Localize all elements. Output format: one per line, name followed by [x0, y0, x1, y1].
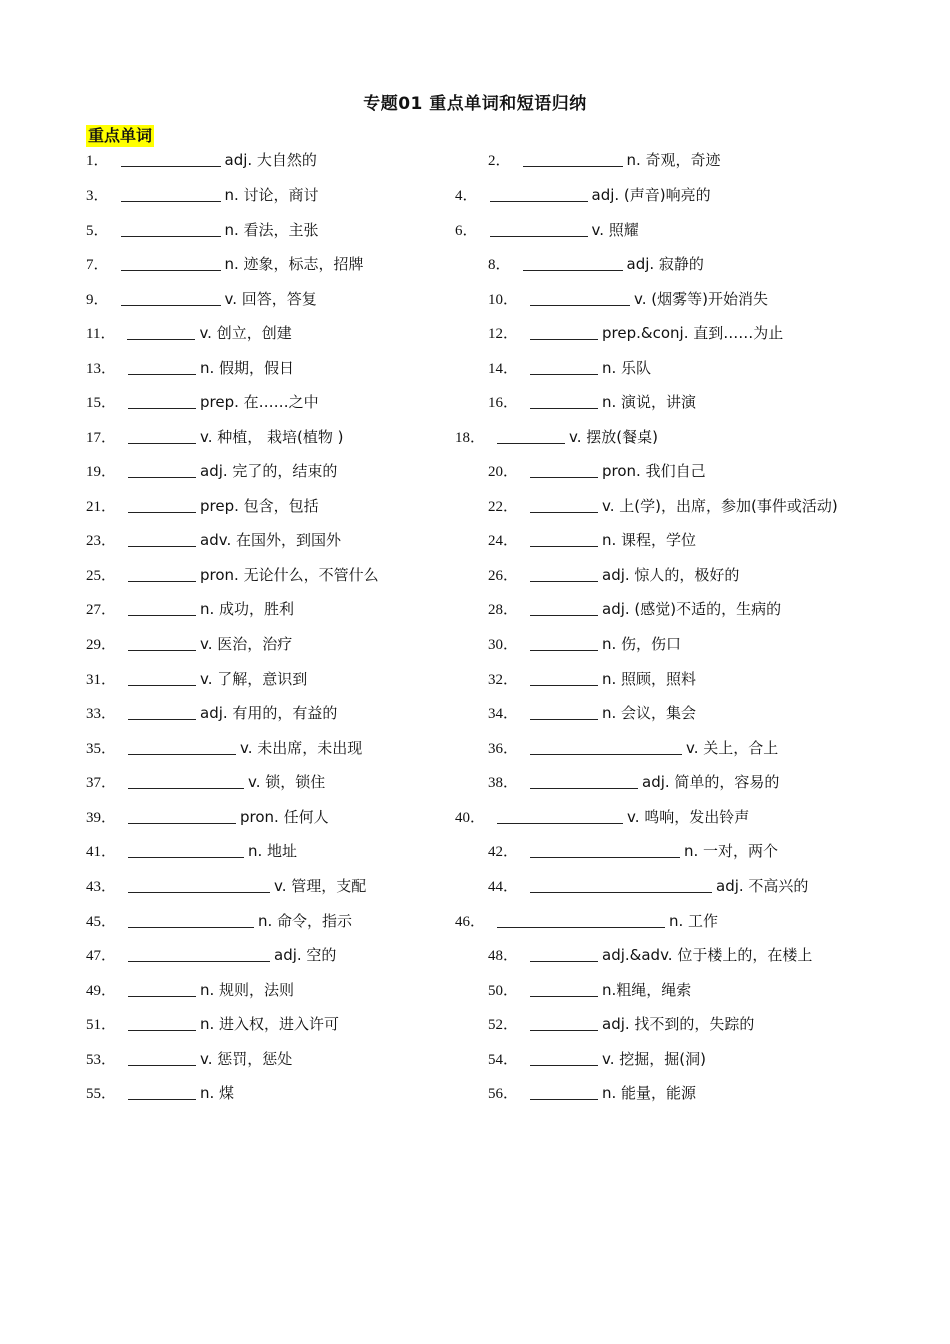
vocab-item	[488, 1047, 706, 1072]
item-number: 5．	[86, 223, 109, 239]
vocab-item	[488, 632, 681, 657]
item-number: 9．	[86, 292, 109, 308]
vocab-item	[86, 1012, 339, 1037]
item-number: 46．	[455, 914, 486, 930]
item-number: 33．	[86, 706, 117, 722]
item-number: 32．	[488, 672, 519, 688]
vocab-item	[86, 770, 325, 795]
item-definition: adj. 简单的，容易的	[642, 773, 780, 791]
answer-blank[interactable]	[530, 773, 638, 789]
answer-blank[interactable]	[530, 566, 598, 582]
item-number: 53．	[86, 1052, 117, 1068]
vocab-item	[86, 494, 319, 519]
item-number: 7．	[86, 257, 109, 273]
item-number: 2．	[488, 153, 511, 169]
item-definition: v. 医治，治疗	[200, 635, 293, 653]
item-number: 23．	[86, 533, 117, 549]
item-number: 54．	[488, 1052, 519, 1068]
vocab-item	[488, 459, 706, 484]
answer-blank[interactable]	[121, 151, 221, 167]
item-definition: v. 未出席，未出现	[240, 739, 363, 757]
vocab-item	[86, 563, 379, 588]
answer-blank[interactable]	[128, 1015, 196, 1031]
vocab-row	[0, 356, 950, 380]
vocab-item	[488, 494, 838, 519]
vocab-row	[0, 148, 950, 172]
vocab-item	[488, 252, 704, 277]
vocab-item	[455, 425, 658, 450]
vocab-item	[86, 874, 366, 899]
answer-blank[interactable]	[128, 1084, 196, 1100]
item-definition: n. 一对，两个	[684, 842, 779, 860]
answer-blank[interactable]	[530, 842, 680, 858]
vocab-item	[455, 805, 749, 830]
answer-blank[interactable]	[128, 393, 196, 409]
vocab-item	[488, 701, 696, 726]
item-definition: v. 管理，支配	[274, 877, 367, 895]
item-definition: n. 课程，学位	[602, 531, 697, 549]
vocab-item	[86, 287, 317, 312]
vocab-item	[488, 390, 696, 415]
answer-blank[interactable]	[128, 912, 254, 928]
vocab-item	[488, 1081, 696, 1106]
vocab-row	[0, 874, 950, 898]
vocab-item	[86, 183, 319, 208]
vocab-row	[0, 183, 950, 207]
answer-blank[interactable]	[128, 842, 244, 858]
answer-blank[interactable]	[128, 635, 196, 651]
item-number: 42．	[488, 844, 519, 860]
item-number: 12．	[488, 326, 519, 342]
vocab-row	[0, 805, 950, 829]
vocab-item	[86, 736, 362, 761]
answer-blank[interactable]	[530, 981, 598, 997]
answer-blank[interactable]	[490, 221, 588, 237]
item-number: 20．	[488, 464, 519, 480]
vocab-item	[488, 736, 778, 761]
answer-blank[interactable]	[530, 531, 598, 547]
item-definition: n. 讨论，商讨	[224, 186, 319, 204]
vocab-row	[0, 667, 950, 691]
answer-blank[interactable]	[530, 393, 598, 409]
vocab-row	[0, 736, 950, 760]
answer-blank[interactable]	[530, 1084, 598, 1100]
vocab-item	[488, 528, 696, 553]
vocab-row	[0, 459, 950, 483]
vocab-item	[86, 839, 297, 864]
item-definition: v. 创立，创建	[199, 324, 292, 342]
item-definition: n. 伤，伤口	[602, 635, 682, 653]
answer-blank[interactable]	[530, 877, 712, 893]
item-number: 6．	[455, 223, 478, 239]
answer-blank[interactable]	[530, 1050, 598, 1066]
vocab-row	[0, 839, 950, 863]
vocab-item	[86, 597, 294, 622]
vocab-item	[488, 943, 812, 968]
vocab-row	[0, 390, 950, 414]
answer-blank[interactable]	[530, 462, 598, 478]
item-number: 38．	[488, 775, 519, 791]
item-definition: n. 地址	[248, 842, 298, 860]
item-definition: pron. 我们自己	[602, 462, 706, 480]
answer-blank[interactable]	[128, 946, 270, 962]
vocab-item	[488, 597, 781, 622]
item-number: 41．	[86, 844, 117, 860]
answer-blank[interactable]	[128, 877, 270, 893]
answer-blank[interactable]	[497, 912, 665, 928]
answer-blank[interactable]	[121, 290, 221, 306]
vocab-row	[0, 218, 950, 242]
vocab-item	[488, 978, 691, 1003]
item-definition: n. 看法，主张	[224, 221, 319, 239]
item-definition: prep.&conj. 直到……为止	[602, 324, 784, 342]
vocab-row	[0, 321, 950, 345]
item-number: 55．	[86, 1086, 117, 1102]
item-definition: v. 鸣响，发出铃声	[627, 808, 750, 826]
item-definition: adj. 大自然的	[224, 151, 317, 169]
vocab-row	[0, 770, 950, 794]
vocab-item	[488, 1012, 754, 1037]
vocab-item	[86, 425, 344, 450]
answer-blank[interactable]	[128, 704, 196, 720]
item-number: 8．	[488, 257, 511, 273]
item-definition: n. 命令，指示	[258, 912, 353, 930]
item-number: 48．	[488, 948, 519, 964]
answer-blank[interactable]	[128, 462, 196, 478]
item-number: 56．	[488, 1086, 519, 1102]
vocab-row	[0, 494, 950, 518]
item-definition: n. 煤	[200, 1084, 235, 1102]
answer-blank[interactable]	[128, 1050, 196, 1066]
item-definition: adj. 不高兴的	[716, 877, 809, 895]
vocab-item	[488, 321, 783, 346]
item-number: 25．	[86, 568, 117, 584]
item-definition: n. 工作	[669, 912, 719, 930]
page-title: 专题01 重点单词和短语归纳	[363, 94, 587, 114]
answer-blank[interactable]	[523, 255, 623, 271]
item-number: 50．	[488, 983, 519, 999]
item-definition: n. 能量，能源	[602, 1084, 697, 1102]
item-number: 29．	[86, 637, 117, 653]
item-number: 21．	[86, 499, 117, 515]
answer-blank[interactable]	[490, 186, 588, 202]
item-definition: n. 进入权，进入许可	[200, 1015, 340, 1033]
item-definition: v. (烟雾等)开始消失	[634, 290, 768, 308]
item-number: 24．	[488, 533, 519, 549]
vocab-item	[488, 356, 651, 381]
vocab-item	[455, 909, 718, 934]
vocab-item	[86, 1047, 292, 1072]
item-number: 40．	[455, 810, 486, 826]
answer-blank[interactable]	[121, 186, 221, 202]
item-definition: adj. 完了的，结束的	[200, 462, 338, 480]
vocab-row	[0, 252, 950, 276]
vocab-item	[86, 321, 292, 346]
item-number: 36．	[488, 741, 519, 757]
item-definition: n. 乐队	[602, 359, 652, 377]
answer-blank[interactable]	[530, 704, 598, 720]
vocab-item	[86, 218, 319, 243]
vocab-item	[86, 909, 352, 934]
item-definition: adj. (感觉)不适的，生病的	[602, 600, 782, 618]
answer-blank[interactable]	[121, 221, 221, 237]
item-definition: adv. 在国外，到国外	[200, 531, 341, 549]
item-number: 34．	[488, 706, 519, 722]
item-number: 13．	[86, 361, 117, 377]
item-number: 49．	[86, 983, 117, 999]
vocab-item	[488, 287, 768, 312]
answer-blank[interactable]	[530, 946, 598, 962]
item-definition: v. 照耀	[591, 221, 639, 239]
item-number: 14．	[488, 361, 519, 377]
item-number: 4．	[455, 188, 478, 204]
answer-blank[interactable]	[128, 359, 196, 375]
answer-blank[interactable]	[530, 290, 630, 306]
vocab-item	[86, 805, 329, 830]
item-number: 26．	[488, 568, 519, 584]
answer-blank[interactable]	[523, 151, 623, 167]
vocab-row	[0, 287, 950, 311]
item-number: 45．	[86, 914, 117, 930]
item-number: 47．	[86, 948, 117, 964]
item-definition: n. 假期，假日	[200, 359, 295, 377]
vocab-item	[455, 218, 639, 243]
item-number: 43．	[86, 879, 117, 895]
vocab-item	[488, 148, 721, 173]
item-definition: n. 奇观，奇迹	[626, 151, 721, 169]
answer-blank[interactable]	[128, 981, 196, 997]
answer-blank[interactable]	[530, 324, 598, 340]
answer-blank[interactable]	[128, 428, 196, 444]
answer-blank[interactable]	[530, 359, 598, 375]
item-definition: v. 锁，锁住	[248, 773, 326, 791]
vocab-item	[86, 1081, 234, 1106]
answer-blank[interactable]	[128, 773, 244, 789]
answer-blank[interactable]	[530, 739, 682, 755]
item-number: 16．	[488, 395, 519, 411]
item-definition: v. 关上，合上	[686, 739, 779, 757]
item-definition: adj.&adv. 位于楼上的，在楼上	[602, 946, 813, 964]
item-definition: v. 摆放(餐桌)	[569, 428, 658, 446]
item-definition: n. 成功，胜利	[200, 600, 295, 618]
answer-blank[interactable]	[530, 670, 598, 686]
vocab-row	[0, 597, 950, 621]
vocab-item	[488, 874, 808, 899]
vocab-item	[86, 459, 337, 484]
item-number: 27．	[86, 602, 117, 618]
answer-blank[interactable]	[497, 428, 565, 444]
item-number: 30．	[488, 637, 519, 653]
vocab-item	[488, 667, 696, 692]
item-definition: prep. 在……之中	[200, 393, 319, 411]
vocab-item	[86, 252, 364, 277]
vocab-row	[0, 632, 950, 656]
item-definition: pron. 无论什么，不管什么	[200, 566, 379, 584]
item-definition: v. 种植， 栽培(植物 )	[200, 428, 344, 446]
item-definition: adj. (声音)响亮的	[591, 186, 711, 204]
item-number: 51．	[86, 1017, 117, 1033]
vocab-item	[86, 390, 319, 415]
item-definition: n. 照顾，照料	[602, 670, 697, 688]
item-number: 44．	[488, 879, 519, 895]
item-number: 39．	[86, 810, 117, 826]
vocab-row	[0, 943, 950, 967]
vocab-item	[86, 943, 336, 968]
item-number: 19．	[86, 464, 117, 480]
item-number: 15．	[86, 395, 117, 411]
item-definition: n. 会议，集会	[602, 704, 697, 722]
item-definition: prep. 包含，包括	[200, 497, 319, 515]
answer-blank[interactable]	[128, 497, 196, 513]
answer-blank[interactable]	[530, 1015, 598, 1031]
answer-blank[interactable]	[128, 566, 196, 582]
item-number: 22．	[488, 499, 519, 515]
item-definition: adj. 空的	[274, 946, 337, 964]
vocab-item	[86, 978, 294, 1003]
item-definition: v. 回答，答复	[224, 290, 317, 308]
answer-blank[interactable]	[530, 600, 598, 616]
vocab-item	[488, 563, 739, 588]
item-number: 3．	[86, 188, 109, 204]
vocab-row	[0, 909, 950, 933]
item-number: 1．	[86, 153, 109, 169]
answer-blank[interactable]	[128, 531, 196, 547]
vocab-row	[0, 978, 950, 1002]
item-number: 52．	[488, 1017, 519, 1033]
item-definition: v. 上(学)，出席，参加(事件或活动)	[602, 497, 838, 515]
item-number: 31．	[86, 672, 117, 688]
item-definition: n. 迹象，标志，招牌	[224, 255, 364, 273]
item-definition: adj. 寂静的	[626, 255, 704, 273]
answer-blank[interactable]	[128, 600, 196, 616]
vocab-row	[0, 425, 950, 449]
item-definition: adj. 找不到的，失踪的	[602, 1015, 755, 1033]
item-number: 17．	[86, 430, 117, 446]
answer-blank[interactable]	[530, 497, 598, 513]
item-definition: v. 惩罚，惩处	[200, 1050, 293, 1068]
item-definition: n. 演说，讲演	[602, 393, 697, 411]
item-definition: pron. 任何人	[240, 808, 329, 826]
vocab-item	[455, 183, 711, 208]
vocab-row	[0, 1012, 950, 1036]
item-definition: adj. 有用的，有益的	[200, 704, 338, 722]
item-definition: v. 挖掘，掘(洞)	[602, 1050, 706, 1068]
item-number: 10．	[488, 292, 519, 308]
vocab-item	[86, 632, 292, 657]
vocab-row	[0, 1081, 950, 1105]
vocab-item	[86, 528, 341, 553]
vocab-item	[86, 148, 317, 173]
answer-blank[interactable]	[530, 635, 598, 651]
item-definition: n. 规则，法则	[200, 981, 295, 999]
item-number: 18．	[455, 430, 486, 446]
item-definition: adj. 惊人的，极好的	[602, 566, 740, 584]
vocab-item	[86, 356, 294, 381]
vocab-item	[86, 701, 337, 726]
answer-blank[interactable]	[128, 808, 236, 824]
item-definition: v. 了解，意识到	[200, 670, 308, 688]
item-number: 35．	[86, 741, 117, 757]
item-number: 37．	[86, 775, 117, 791]
item-number: 28．	[488, 602, 519, 618]
vocab-row	[0, 701, 950, 725]
section-heading: 重点单词	[88, 126, 153, 145]
answer-blank[interactable]	[121, 255, 221, 271]
vocab-row	[0, 528, 950, 552]
answer-blank[interactable]	[128, 739, 236, 755]
vocab-item	[488, 839, 778, 864]
answer-blank[interactable]	[128, 670, 196, 686]
vocab-row	[0, 563, 950, 587]
vocab-item	[86, 667, 307, 692]
answer-blank[interactable]	[497, 808, 623, 824]
item-definition: n.粗绳，绳索	[602, 981, 692, 999]
vocab-item	[488, 770, 779, 795]
vocab-row	[0, 1047, 950, 1071]
item-number: 11．	[86, 326, 116, 342]
answer-blank[interactable]	[127, 324, 195, 340]
